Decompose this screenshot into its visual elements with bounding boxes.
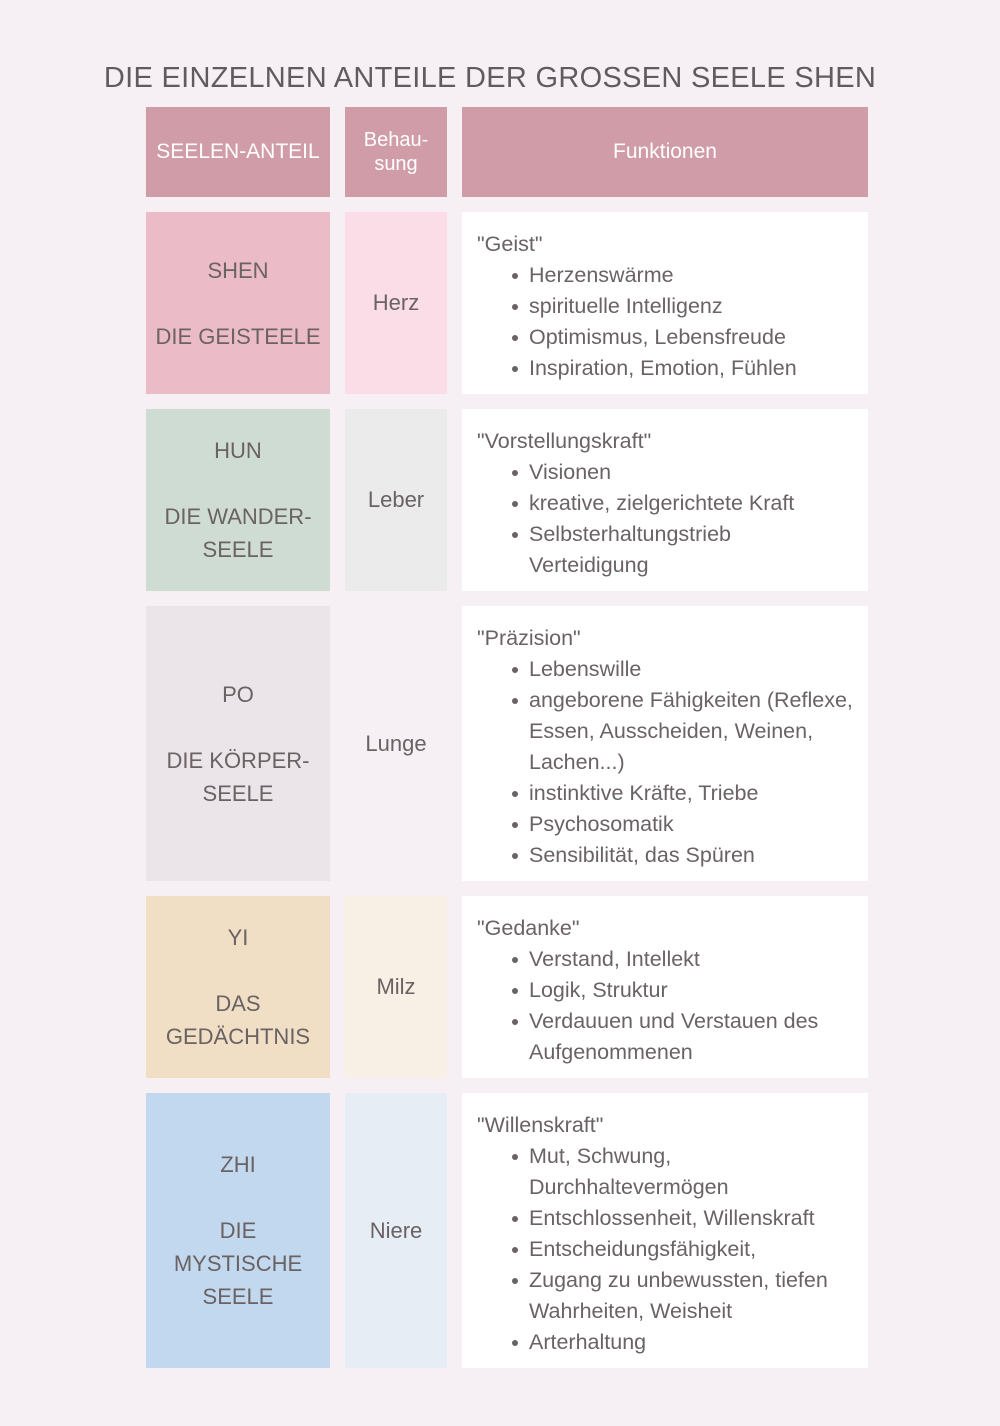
house-cell-herz [345, 212, 447, 394]
page-title: DIE EINZELNEN ANTEILE DER GROSSEN SEELE SHEN [103, 62, 877, 94]
list-item: spirituelle Intelligenz [529, 291, 797, 322]
soul-cell-hun [146, 409, 330, 591]
house-label: Leber [367, 487, 425, 512]
house-cell-lunge [345, 606, 447, 881]
soul-desc-line: SEELE [202, 537, 274, 562]
functions-quote: "Willenskraft" [477, 1113, 604, 1137]
functions-list [477, 654, 853, 871]
functions-cell-zhi [462, 1093, 868, 1368]
list-item: Inspiration, Emotion, Fühlen [529, 353, 797, 384]
soul-name: PO [222, 681, 254, 707]
header-behausung [345, 107, 447, 197]
list-item: Logik, Struktur [529, 975, 818, 1006]
header-seelen-anteil-label: SEELEN-ANTEIL [156, 140, 320, 163]
soul-desc-line: DIE WANDER- [164, 504, 312, 529]
list-item: angeborene Fähigkeiten (Reflexe, Essen, Ausscheiden, Weinen, Lachen...) [529, 685, 853, 778]
soul-name: HUN [214, 438, 262, 463]
soul-cell-yi [146, 896, 330, 1078]
functions-quote: "Geist" [477, 232, 543, 256]
soul-desc-line: DIE GEISTEELE [155, 323, 321, 349]
soul-cell-po [146, 606, 330, 881]
list-item: Arterhaltung [529, 1327, 828, 1358]
functions-cell-shen [462, 212, 868, 394]
house-cell-leber [345, 409, 447, 591]
house-label: Herz [372, 290, 420, 315]
functions-list [477, 1141, 828, 1358]
soul-desc-line: GEDÄCHTNIS [165, 1024, 311, 1049]
list-item: kreative, zielgerichtete Kraft [529, 488, 794, 519]
functions-quote: "Gedanke" [477, 916, 580, 940]
soul-name: ZHI [220, 1152, 256, 1177]
list-item: Entschlossenheit, Willenskraft [529, 1203, 828, 1234]
list-item: Mut, Schwung, Durchhaltevermögen [529, 1141, 828, 1203]
list-item: Psychosomatik [529, 809, 853, 840]
list-item: Verstand, Intellekt [529, 944, 818, 975]
functions-cell-yi [462, 896, 868, 1078]
list-item: Verdauuen und Verstauen des Aufgenommenen [529, 1006, 818, 1068]
house-label: Lunge [365, 730, 427, 756]
soul-desc-line: DIE [219, 1218, 257, 1243]
soul-name: SHEN [207, 257, 269, 283]
soul-desc-line: MYSTISCHE [173, 1251, 303, 1276]
soul-desc-line: DAS [215, 991, 261, 1016]
house-label: Niere [369, 1217, 423, 1243]
header-funktionen-label: Funktionen [613, 140, 717, 163]
house-label: Milz [376, 974, 416, 999]
functions-cell-hun [462, 409, 868, 591]
list-item: Lebenswille [529, 654, 853, 685]
functions-quote: "Vorstellungskraft" [477, 429, 652, 453]
header-behausung-line1: Behau- [363, 129, 429, 151]
soul-desc-line: SEELE [202, 780, 274, 806]
list-item: Sensibilität, das Spüren [529, 840, 853, 871]
list-item: Zugang zu unbewussten, tiefen Wahrheiten, Weisheit [529, 1265, 828, 1327]
soul-cell-shen [146, 212, 330, 394]
soul-cell-zhi [146, 1093, 330, 1368]
list-item: Visionen [529, 457, 794, 488]
list-item: Herzenswärme [529, 260, 797, 291]
list-item: Selbsterhaltungstrieb Verteidigung [529, 519, 794, 581]
header-behausung-line2: sung [374, 153, 418, 175]
functions-list [477, 457, 794, 581]
functions-list [477, 944, 818, 1068]
soul-desc-line: DIE KÖRPER- [166, 747, 310, 773]
list-item: instinktive Kräfte, Triebe [529, 778, 853, 809]
soul-desc-line: SEELE [202, 1284, 274, 1309]
soul-name: YI [227, 925, 249, 950]
list-item: Optimismus, Lebensfreude [529, 322, 797, 353]
functions-cell-po [462, 606, 868, 881]
header-funktionen [462, 107, 868, 197]
functions-quote: "Präzision" [477, 626, 581, 650]
house-cell-niere [345, 1093, 447, 1368]
list-item: Entscheidungsfähigkeit, [529, 1234, 828, 1265]
house-cell-milz [345, 896, 447, 1078]
functions-list [477, 260, 797, 384]
header-seelen-anteil [146, 107, 330, 197]
